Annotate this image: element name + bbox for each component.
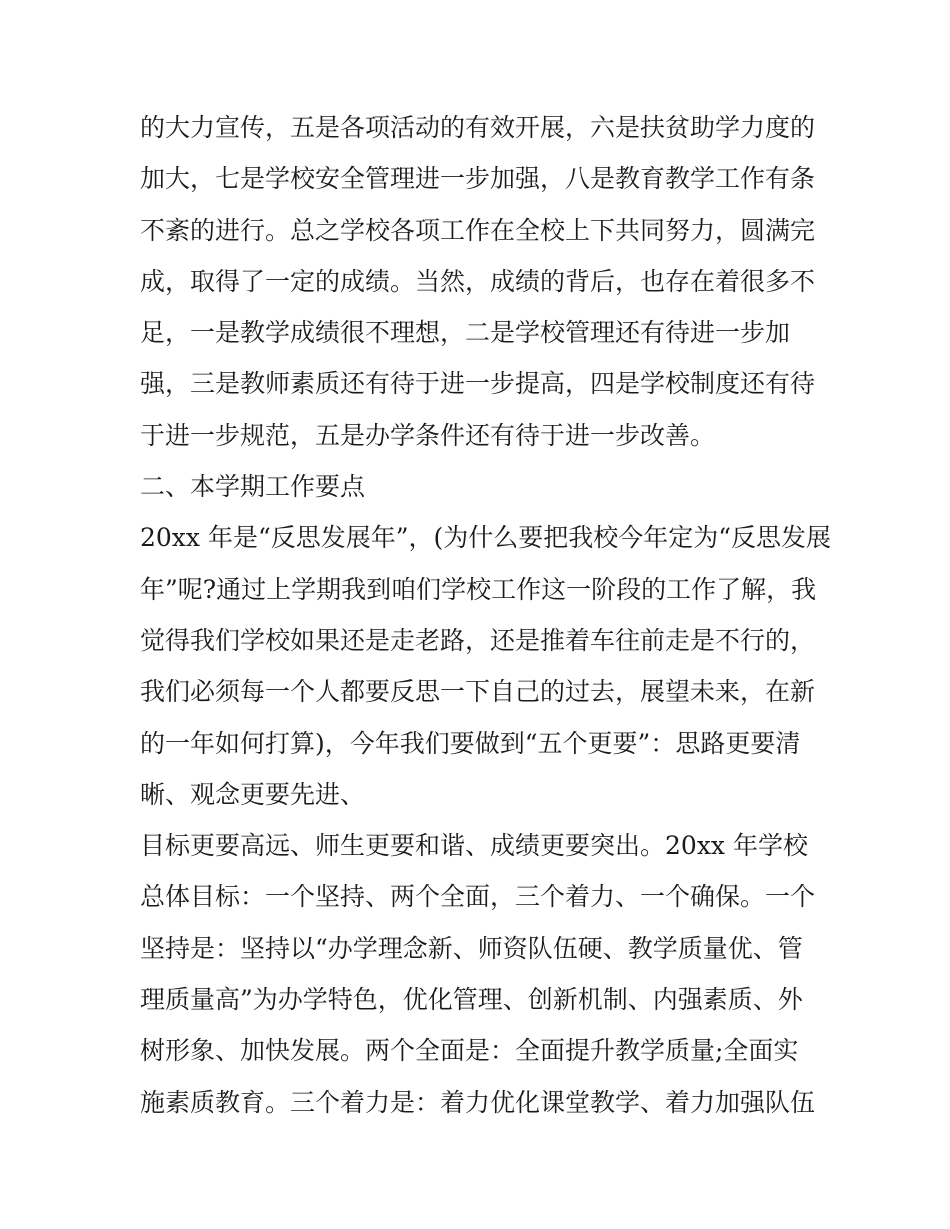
paragraph-line: 坚持是：坚持以“办学理念新、师资队伍硬、教学质量优、管 xyxy=(140,933,803,963)
paragraph-line: 年”呢?通过上学期我到咱们学校工作这一阶段的工作了解，我 xyxy=(140,574,817,604)
paragraph-line: 加大，七是学校安全管理进一步加强，八是教育教学工作有条 xyxy=(140,164,816,194)
paragraph-line: 觉得我们学校如果还是走老路，还是推着车往前走是不行的， xyxy=(140,625,816,655)
paragraph-line: 不紊的进行。总之学校各项工作在全校上下共同努力，圆满完 xyxy=(140,215,816,245)
paragraph-line: 于进一步规范，五是办学条件还有待于进一步改善。 xyxy=(140,420,716,450)
paragraph-line: 树形象、加快发展。两个全面是：全面提升教学质量;全面实 xyxy=(140,1036,799,1066)
paragraph-line: 理质量高”为办学特色，优化管理、创新机制、内强素质、外 xyxy=(140,985,803,1015)
paragraph-line: 强，三是教师素质还有待于进一步提高，四是学校制度还有待 xyxy=(140,369,816,399)
paragraph-line: 足，一是教学成绩很不理想，二是学校管理还有待进一步加 xyxy=(140,318,791,348)
paragraph-line: 晰、观念更要先进、 xyxy=(140,779,366,809)
paragraph-line: 总体目标：一个坚持、两个全面，三个着力、一个确保。一个 xyxy=(140,882,816,912)
paragraph-line: 的大力宣传，五是各项活动的有效开展，六是扶贫助学力度的 xyxy=(140,113,816,142)
paragraph-line: 20xx 年是“反思发展年”，(为什么要把我校今年定为“反思发展 xyxy=(140,523,832,553)
paragraph-line: 施素质教育。三个着力是：着力优化课堂教学、着力加强队伍 xyxy=(140,1087,816,1117)
document-body xyxy=(140,102,832,1128)
section-heading: 二、本学期工作要点 xyxy=(140,472,366,502)
paragraph-line: 我们必须每一个人都要反思一下自己的过去，展望未来，在新 xyxy=(140,677,816,707)
paragraph-line: 成，取得了一定的成绩。当然，成绩的背后，也存在着很多不 xyxy=(140,266,816,296)
paragraph-line: 的一年如何打算)，今年我们要做到“五个更要”：思路更要清 xyxy=(140,728,801,758)
paragraph-line: 目标更要高远、师生更要和谐、成绩更要突出。20xx 年学校 xyxy=(140,831,808,861)
